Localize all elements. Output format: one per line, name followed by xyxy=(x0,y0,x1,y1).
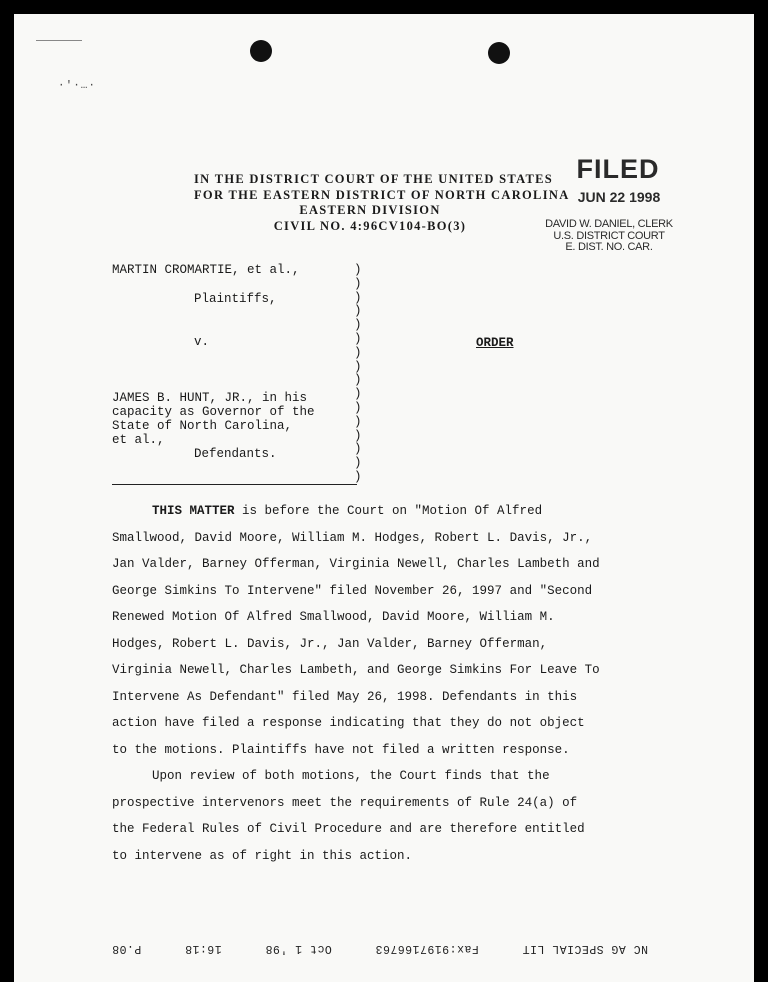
scan-mark xyxy=(36,40,82,41)
bracket: ) xyxy=(354,276,362,291)
fax-number: Fax:9197166763 xyxy=(375,942,479,955)
plaintiff-role: Plaintiffs, xyxy=(194,292,277,306)
body-line: the Federal Rules of Civil Procedure and are therefore entitled xyxy=(112,822,585,836)
body-line xyxy=(112,498,672,525)
stamp-filed: FILED xyxy=(576,154,660,184)
defendant-line-3: State of North Carolina, xyxy=(112,419,293,433)
fax-time: 16:18 xyxy=(184,942,222,955)
punch-hole-right xyxy=(488,42,510,64)
bracket: ) xyxy=(354,304,362,319)
body-text: is before the Court on "Motion Of Alfred xyxy=(234,504,543,518)
body-line: Intervene As Defendant" filed May 26, 1998. Defendants in this xyxy=(112,689,578,704)
bracket: ) xyxy=(354,359,362,374)
this-matter-lead: THIS MATTER xyxy=(152,504,235,518)
fax-sender: NC AG SPECIAL LIT xyxy=(522,942,648,955)
bracket: ) xyxy=(354,263,362,277)
bracket: ) xyxy=(354,290,362,305)
fax-header-inverted xyxy=(111,942,648,955)
defendant-line-1: JAMES B. HUNT, JR., in his xyxy=(112,391,308,405)
defendant-role: Defendants. xyxy=(194,447,277,461)
caption-division: EASTERN DIVISION xyxy=(299,203,441,217)
body-line: Hodges, Robert L. Davis, Jr., Jan Valder, Barney Offerman, xyxy=(112,636,548,651)
fax-page: P.08 xyxy=(111,942,142,955)
order-title: ORDER xyxy=(476,336,514,350)
bracket: ) xyxy=(354,345,362,360)
bracket: ) xyxy=(354,318,362,333)
case-caption xyxy=(194,172,570,234)
body-line: Jan Valder, Barney Offerman, Virginia Newell, Charles Lambeth and xyxy=(112,557,600,571)
stamp-clerk: DAVID W. DANIEL, CLERK xyxy=(545,218,673,230)
filed-stamp xyxy=(534,154,684,254)
bracket: ) xyxy=(354,469,362,484)
bracket: ) xyxy=(354,414,362,429)
stamp-district: E. DIST. NO. CAR. xyxy=(565,241,653,253)
caption-rule xyxy=(112,484,357,485)
bracket: ) xyxy=(354,442,362,457)
bracket: ) xyxy=(354,331,362,346)
stamp-date: JUN 22 1998 xyxy=(577,189,661,205)
body-line: Upon review of both motions, the Court finds that the xyxy=(152,769,550,783)
defendant-line-4: et al., xyxy=(112,433,165,447)
scan-specks: ·′·…· xyxy=(58,80,97,92)
body-line: to intervene as of right in this action. xyxy=(112,848,413,863)
body-line: Smallwood, David Moore, William M. Hodges, Robert L. Davis, Jr., xyxy=(112,530,593,545)
bracket: ) xyxy=(354,400,362,415)
caption-civil-no: CIVIL NO. 4:96CV104-BO(3) xyxy=(273,218,467,233)
document-page xyxy=(14,14,754,982)
body-line: Renewed Motion Of Alfred Smallwood, David Moore, William M. xyxy=(112,610,555,624)
stamp-court: U.S. DISTRICT COURT xyxy=(553,229,665,242)
body-line: to the motions. Plaintiffs have not filed a written response. xyxy=(112,742,570,757)
caption-brackets xyxy=(354,264,362,485)
bracket: ) xyxy=(354,387,362,402)
body-line: action have filed a response indicating that they do not object xyxy=(112,716,585,730)
body-line: prospective intervenors meet the requirements of Rule 24(a) of xyxy=(112,795,578,810)
bracket: ) xyxy=(354,456,362,471)
bracket: ) xyxy=(354,373,362,388)
caption-court: IN THE DISTRICT COURT OF THE UNITED STATES xyxy=(194,172,554,186)
body-line: Virginia Newell, Charles Lambeth, and George Simkins For Leave To xyxy=(112,663,600,677)
stamp-clerk-block xyxy=(534,219,684,254)
bracket: ) xyxy=(354,428,362,443)
punch-hole-left xyxy=(250,40,272,62)
caption-district: FOR THE EASTERN DISTRICT OF NORTH CAROLINA xyxy=(194,187,570,202)
fax-date: Oct 1 '98 xyxy=(265,942,332,955)
versus: v. xyxy=(194,335,210,349)
plaintiff-name: MARTIN CROMARTIE, et al., xyxy=(112,263,300,277)
defendant-line-2: capacity as Governor of the xyxy=(112,405,315,419)
body-line: George Simkins To Intervene" filed November 26, 1997 and "Second xyxy=(112,583,593,598)
order-body xyxy=(112,498,672,869)
